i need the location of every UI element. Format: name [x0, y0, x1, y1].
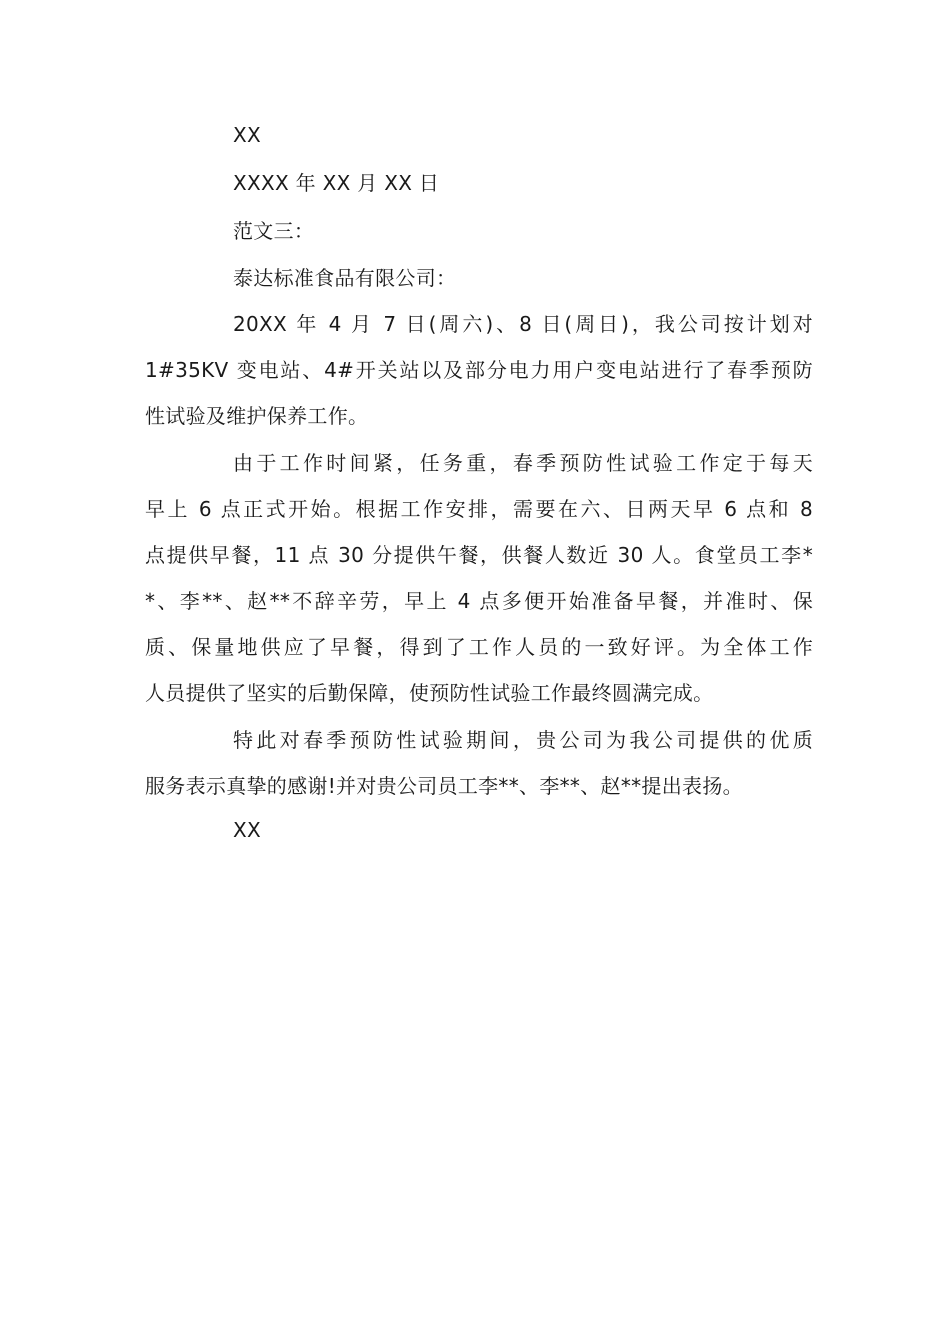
date-line: XXXX 年 XX 月 XX 日 — [233, 171, 440, 195]
paragraph2-line: 由于工作时间紧，任务重，春季预防性试验工作定于每天 — [233, 451, 813, 475]
paragraph2-line: 点提供早餐，11 点 30 分提供午餐，供餐人数近 30 人。食堂员工李* — [145, 543, 813, 567]
paragraph1-line: 20XX 年 4 月 7 日(周六)、8 日(周日)，我公司按计划对 — [233, 312, 813, 336]
paragraph2-line: 人员提供了坚实的后勤保障，使预防性试验工作最终圆满完成。 — [145, 681, 714, 705]
paragraph2-line: 早上 6 点正式开始。根据工作安排，需要在六、日两天早 6 点和 8 — [145, 497, 813, 521]
paragraph1-line: 1#35KV 变电站、4#开关站以及部分电力用户变电站进行了春季预防 — [145, 358, 813, 382]
section-title: 范文三： — [233, 219, 315, 243]
paragraph3-line: 服务表示真挚的感谢!并对贵公司员工李**、李**、赵**提出表扬。 — [145, 774, 743, 798]
paragraph2-line: 质、保量地供应了早餐，得到了工作人员的一致好评。为全体工作 — [145, 635, 813, 659]
paragraph1-line: 性试验及维护保养工作。 — [145, 404, 369, 428]
signature-top: XX — [233, 123, 262, 147]
signature-bottom: XX — [233, 818, 262, 842]
paragraph2-line: *、李**、赵**不辞辛劳，早上 4 点多便开始准备早餐，并准时、保 — [145, 589, 813, 613]
paragraph3-line: 特此对春季预防性试验期间，贵公司为我公司提供的优质 — [233, 728, 813, 752]
salutation: 泰达标准食品有限公司： — [233, 266, 457, 290]
